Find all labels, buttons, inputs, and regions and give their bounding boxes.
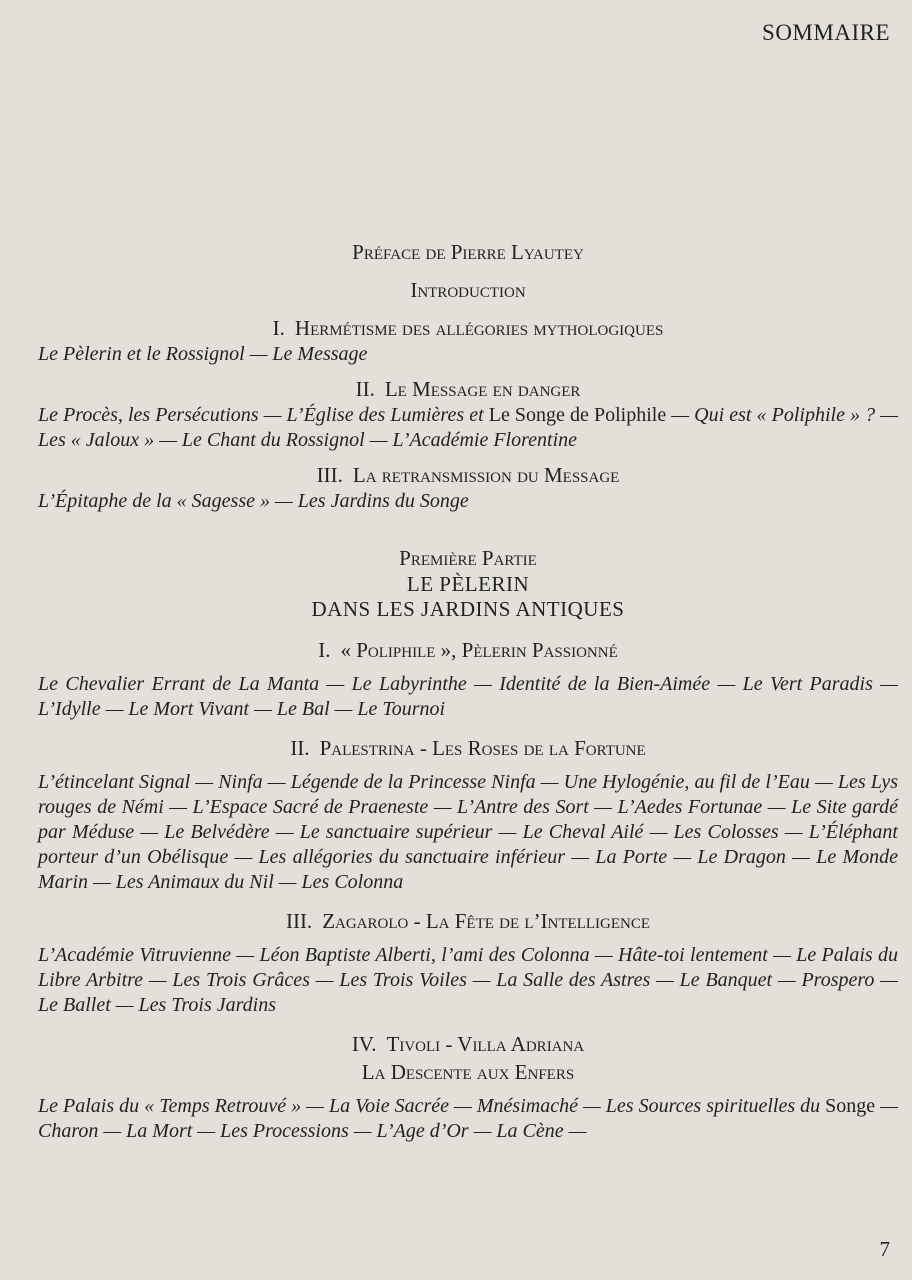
chapter-number: IV. — [351, 1032, 377, 1056]
part1-chapter-2-contents: L’étincelant Signal — Ninfa — Légende de la Princesse Ninfa — Une Hylogénie, au fil de l’Eau — Les Lys rouges de Némi — L’Espace Sacré de Praeneste — L’Antre des Sort — L’Aedes Fortunae — Le Site gardé par Méduse — Le Belvédère — Le sanctuaire supérieur — Le Cheval Ailé — Les Colosses — L’Éléphant porteur d’un Obélisque — Les allégories du sanctuaire inférieur — La Porte — Le Dragon — Le Monde Marin — Les Animaux du Nil — Les Colonna — [38, 771, 898, 893]
chapter-title: La retransmission du Message — [352, 463, 620, 487]
chapter-title: Tivoli - Villa Adriana — [386, 1032, 585, 1056]
part-one-title-line-2: DANS LES JARDINS ANTIQUES — [311, 597, 625, 621]
part1-chapter-1-contents: Le Chevalier Errant de La Manta — Le Labyrinthe — Identité de la Bien-Aimée — Le Vert Paradis — L’Idylle — Le Mort Vivant — Le Bal — Le Tournoi — [38, 673, 898, 720]
page-title: SOMMAIRE — [762, 20, 890, 45]
toc-part1-chapter-1 — [38, 636, 898, 664]
page-number: 7 — [879, 1237, 890, 1261]
chapter-number: II. — [355, 377, 375, 401]
toc-part1-chapter-2 — [38, 734, 898, 762]
part-one-title-line-1: LE PÈLERIN — [406, 572, 530, 596]
chapter-number: III. — [316, 463, 343, 487]
chapter-1-contents: Le Pèlerin et le Rossignol — Le Message — [38, 343, 368, 365]
chapter-3-contents: L’Épitaphe de la « Sagesse » — Les Jardins du Songe — [38, 490, 469, 512]
part-one-title — [38, 572, 898, 622]
toc-intro-chapter-3 — [38, 461, 898, 489]
contents-book-title: Songe — [825, 1095, 876, 1117]
chapter-title: Zagarolo - La Fête de l’Intelligence — [322, 909, 651, 933]
contents-part-a: Le Procès, les Persécutions — L’Église des Lumières et — [38, 404, 489, 426]
toc-intro-chapter-2 — [38, 375, 898, 403]
part-one-label: Première Partie — [399, 546, 537, 570]
chapter-title: Hermétisme des allégories mythologiques — [294, 316, 664, 340]
toc-part1-chapter-3 — [38, 907, 898, 935]
chapter-number: II. — [290, 736, 310, 760]
chapter-title: « Poliphile », Pèlerin Passionné — [340, 638, 618, 662]
part1-chapter-4-contents — [38, 1094, 898, 1144]
toc-intro-chapter-1 — [38, 314, 898, 342]
contents-part-c: — Charon — La Mort — Les Processions — L’Age d’Or — La Cène — — [38, 1095, 898, 1142]
toc-part1-chapter-4 — [38, 1030, 898, 1058]
toc-preface: Préface de Pierre Lyautey — [352, 240, 584, 264]
contents-part-c: — Qui est « Poliphile » ? — Les « Jaloux » — Le Chant du Rossignol — L’Académie Florentine — [38, 404, 899, 451]
chapter-number: I. — [318, 638, 331, 662]
chapter-4-subtitle: La Descente aux Enfers — [361, 1060, 575, 1084]
contents-book-title: Le Songe de Poliphile — [488, 404, 667, 426]
part1-chapter-3-contents: L’Académie Vitruvienne — Léon Baptiste Alberti, l’ami des Colonna — Hâte-toi lentement — Le Palais du Libre Arbitre — Les Trois Grâces — Les Trois Voiles — La Salle des Astres — Le Banquet — Prospero — Le Ballet — Les Trois Jardins — [38, 944, 898, 1016]
chapter-number: I. — [272, 316, 285, 340]
contents-part-a: Le Palais du « Temps Retrouvé » — La Voie Sacrée — Mnésimaché — Les Sources spirituelles du — [38, 1095, 826, 1117]
chapter-number: III. — [285, 909, 313, 933]
table-of-contents — [38, 238, 898, 1144]
chapter-title: Palestrina - Les Roses de la Fortune — [319, 736, 646, 760]
chapter-title: Le Message en danger — [384, 377, 581, 401]
toc-introduction: Introduction — [410, 278, 526, 302]
chapter-2-contents — [38, 403, 898, 453]
